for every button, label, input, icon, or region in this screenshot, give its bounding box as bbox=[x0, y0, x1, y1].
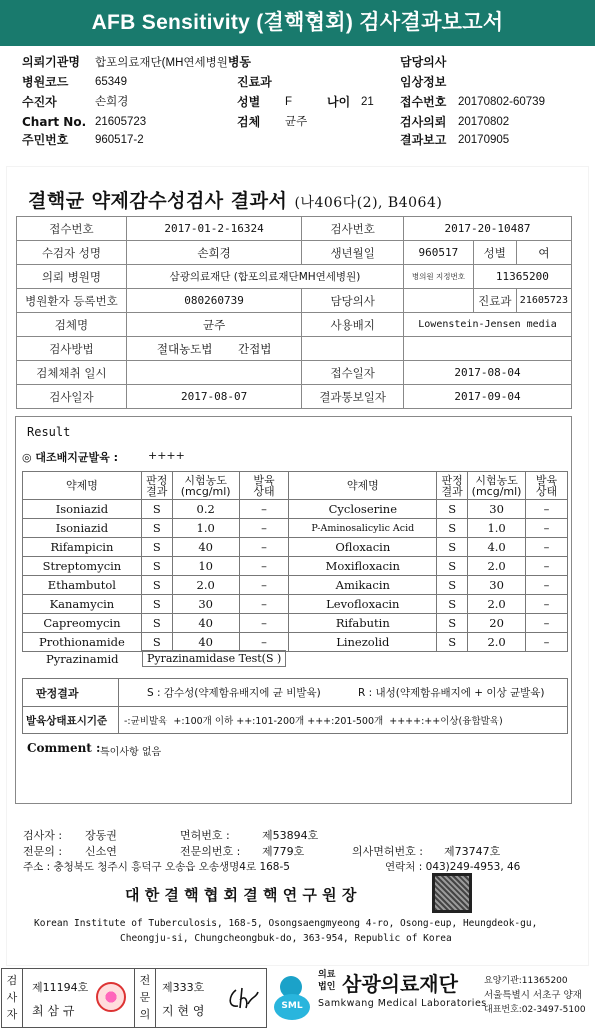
growth: – bbox=[239, 538, 289, 557]
judge: S bbox=[141, 595, 172, 614]
drug-name: Cycloserine bbox=[289, 500, 437, 519]
bottom-banner bbox=[0, 966, 595, 1034]
judge-s: S : 감수성(약제함유배지에 균 비발육) bbox=[147, 687, 321, 699]
drug-name: Capreomycin bbox=[23, 614, 142, 633]
table-row bbox=[23, 538, 568, 557]
growth: – bbox=[526, 633, 568, 652]
judge: S bbox=[141, 538, 172, 557]
drug-name: Isoniazid bbox=[23, 519, 142, 538]
request-date: 20170802 bbox=[458, 116, 510, 128]
org-title: 대 한 결 핵 협 회 결 핵 연 구 원 장 bbox=[125, 886, 357, 904]
conc: 2.0 bbox=[172, 576, 239, 595]
hospital-code-label: 병원코드 bbox=[22, 75, 69, 89]
conc: 40 bbox=[172, 538, 239, 557]
conc: 30 bbox=[468, 576, 526, 595]
growth-std-label: 발육상태표시기준 bbox=[26, 715, 108, 727]
spec-label: 전문의 bbox=[139, 974, 151, 1021]
resident-no: 960517-2 bbox=[95, 134, 144, 146]
report-date: 20170905 bbox=[458, 134, 510, 146]
spec-no: 제779호 bbox=[262, 845, 305, 858]
cell-label: 수검자 성명 bbox=[17, 241, 127, 265]
col-drug: 약제명 bbox=[289, 472, 437, 500]
org-code: 요양기관:11365200 bbox=[484, 976, 568, 986]
cell-value: 삼광의료재단 (합포의료재단MH연세병원) bbox=[126, 265, 403, 289]
license-no: 제53894호 bbox=[262, 829, 319, 842]
pza-drug: Pyrazinamid bbox=[46, 652, 119, 666]
tester-no: 제11194호 bbox=[32, 981, 89, 994]
patient-label: 수진자 bbox=[22, 95, 57, 109]
conc: 40 bbox=[172, 614, 239, 633]
judge: S bbox=[141, 576, 172, 595]
cell-label: 사용배지 bbox=[302, 313, 404, 337]
drug-name: Linezolid bbox=[289, 633, 437, 652]
drug-result-table bbox=[22, 471, 568, 652]
conc: 30 bbox=[468, 500, 526, 519]
drug-name: Streptomycin bbox=[23, 557, 142, 576]
patient-name: 손희경 bbox=[95, 96, 129, 108]
cell-label: 진료과 bbox=[473, 289, 516, 313]
report-label: 결과보고 bbox=[400, 133, 447, 147]
sex-value: F bbox=[285, 96, 293, 108]
growth: – bbox=[526, 557, 568, 576]
judge: S bbox=[141, 633, 172, 652]
growth: – bbox=[239, 576, 289, 595]
conc: 40 bbox=[172, 633, 239, 652]
cell-value: 여 bbox=[516, 241, 571, 265]
comment-label: Comment : bbox=[27, 741, 101, 755]
age-value: 21 bbox=[361, 96, 374, 108]
judge: S bbox=[437, 519, 468, 538]
growth: – bbox=[239, 614, 289, 633]
report-title: 결핵균 약제감수성검사 결과서 (나406다(2), B4064) bbox=[28, 190, 443, 212]
conc: 2.0 bbox=[468, 633, 526, 652]
conc: 10 bbox=[172, 557, 239, 576]
cell-value: 2017-08-04 bbox=[404, 361, 572, 385]
drug-name: Isoniazid bbox=[23, 500, 142, 519]
drug-name: Rifabutin bbox=[289, 614, 437, 633]
org-address: 서울특별시 서초구 양재 bbox=[484, 990, 582, 1001]
col-drug: 약제명 bbox=[23, 472, 142, 500]
chart-label: Chart No. bbox=[22, 115, 87, 129]
cell-value bbox=[126, 361, 301, 385]
cell-value: 2017-08-07 bbox=[126, 385, 301, 409]
growth: – bbox=[239, 519, 289, 538]
spec-no-label: 전문의번호 : bbox=[180, 845, 241, 858]
conc: 20 bbox=[468, 614, 526, 633]
resident-label: 주민번호 bbox=[22, 133, 69, 147]
cell-value: 960517 bbox=[404, 241, 474, 265]
cell-value: 21605723 bbox=[516, 289, 571, 313]
doctor-label: 담당의사 bbox=[400, 55, 447, 69]
conc: 1.0 bbox=[172, 519, 239, 538]
cell-value: 11365200 bbox=[473, 265, 571, 289]
request-label: 검사의뢰 bbox=[400, 115, 447, 129]
col-judge: 판정 결과 bbox=[437, 472, 468, 500]
comment-text: 특이사항 없음 bbox=[100, 747, 162, 758]
cell-value: 균주 bbox=[126, 313, 301, 337]
cell-value: 절대농도법 간접법 bbox=[126, 337, 301, 361]
drug-name: Ethambutol bbox=[23, 576, 142, 595]
drug-name: Kanamycin bbox=[23, 595, 142, 614]
judge: S bbox=[437, 500, 468, 519]
growth: – bbox=[526, 538, 568, 557]
cell-value: 2017-09-04 bbox=[404, 385, 572, 409]
receipt-no: 20170802-60739 bbox=[458, 96, 545, 108]
specialist-label: 전문의 : bbox=[23, 845, 63, 858]
address: 주소 : 충청북도 청주시 흥덕구 오송읍 오송생명4로 168-5 bbox=[23, 861, 290, 873]
org-small-1: 의료 bbox=[318, 970, 336, 980]
growth: – bbox=[239, 633, 289, 652]
org-rep: 대표번호:02-3497-5100 bbox=[484, 1005, 586, 1015]
license-label: 면허번호 : bbox=[180, 829, 230, 842]
org-name: 삼광의료재단 bbox=[342, 972, 458, 996]
cell-label: 접수번호 bbox=[17, 217, 127, 241]
cell-value: Lowenstein-Jensen media bbox=[404, 313, 572, 337]
table-row bbox=[23, 557, 568, 576]
cell-label: 검사번호 bbox=[302, 217, 404, 241]
judge: S bbox=[437, 614, 468, 633]
table-row bbox=[23, 633, 568, 652]
doc-lic-label: 의사면허번호 : bbox=[352, 845, 423, 858]
tester-label: 검사자 bbox=[6, 974, 18, 1021]
growth: – bbox=[239, 557, 289, 576]
table-row bbox=[23, 519, 568, 538]
drug-name: Levofloxacin bbox=[289, 595, 437, 614]
examiner-label: 검사자 : bbox=[23, 829, 63, 842]
spec-name: 지 현 영 bbox=[162, 1004, 205, 1018]
clinic-info-label: 임상정보 bbox=[400, 75, 447, 89]
cell-label: 병원환자 등록번호 bbox=[17, 289, 127, 313]
col-conc: 시험농도 (mcg/ml) bbox=[468, 472, 526, 500]
result-title: Result bbox=[27, 425, 71, 439]
divider bbox=[22, 706, 568, 707]
org-en: Samkwang Medical Laboratories bbox=[318, 998, 487, 1009]
chart-no: 21605723 bbox=[95, 116, 147, 128]
growth: – bbox=[526, 576, 568, 595]
pza-test: Pyrazinamidase Test(S ) bbox=[142, 650, 286, 667]
cell-label: 생년월일 bbox=[302, 241, 404, 265]
judge: S bbox=[437, 633, 468, 652]
drug-name: Rifampicin bbox=[23, 538, 142, 557]
col-growth: 발육 상태 bbox=[239, 472, 289, 500]
drug-name: P-Aminosalicylic Acid bbox=[289, 519, 437, 538]
specimen-label: 검체 bbox=[237, 115, 261, 129]
table-row bbox=[23, 500, 568, 519]
specialist-name: 신소연 bbox=[85, 845, 117, 858]
age-label: 나이 bbox=[327, 95, 351, 109]
seal-icon bbox=[96, 982, 126, 1012]
growth-value: ++++ bbox=[148, 449, 185, 462]
cell-label: 검사방법 bbox=[17, 337, 127, 361]
official-seal bbox=[432, 873, 472, 913]
sex-label: 성별 bbox=[237, 95, 261, 109]
report-header: AFB Sensitivity (결핵협회) 검사결과보고서 bbox=[0, 0, 595, 46]
cell-value: 2017-01-2-16324 bbox=[126, 217, 301, 241]
cell-label: 담당의사 bbox=[302, 289, 404, 313]
cell-label: 성별 bbox=[473, 241, 516, 265]
col-conc: 시험농도 (mcg/ml) bbox=[172, 472, 239, 500]
conc: 1.0 bbox=[468, 519, 526, 538]
judge: S bbox=[437, 538, 468, 557]
cell-label: 병의원 지정번호 bbox=[404, 265, 474, 289]
divider bbox=[118, 678, 119, 734]
dept-label: 진료과 bbox=[237, 75, 272, 89]
drug-name: Ofloxacin bbox=[289, 538, 437, 557]
org-small-2: 법인 bbox=[318, 982, 336, 992]
table-row bbox=[23, 595, 568, 614]
growth: – bbox=[526, 519, 568, 538]
judge: S bbox=[141, 500, 172, 519]
org-label: 의뢰기관명 bbox=[22, 55, 80, 69]
cell-label: 결과통보일자 bbox=[302, 385, 404, 409]
tester-name: 최 삼 규 bbox=[32, 1004, 75, 1018]
judge: S bbox=[437, 576, 468, 595]
signature-icon bbox=[226, 986, 260, 1012]
growth: – bbox=[239, 500, 289, 519]
hospital-code: 65349 bbox=[95, 76, 127, 88]
english-address-2: Cheongju-si, Chungcheongbuk-do, 363-954, Republic of Korea bbox=[120, 933, 452, 944]
conc: 4.0 bbox=[468, 538, 526, 557]
col-growth: 발육 상태 bbox=[526, 472, 568, 500]
specimen-value: 균주 bbox=[285, 116, 308, 128]
sml-logo-icon: SML bbox=[272, 972, 312, 1024]
org-value: 합포의료재단(MH연세병원병동 bbox=[95, 55, 251, 69]
growth-std: -:균비발육 +:100개 이하 ++:101-200개 +++:201-500개 ++++:++이상(융합발육) bbox=[124, 716, 503, 727]
conc: 0.2 bbox=[172, 500, 239, 519]
cell-value: 손희경 bbox=[126, 241, 301, 265]
report-info-table bbox=[16, 216, 572, 409]
growth: – bbox=[239, 595, 289, 614]
table-row bbox=[23, 614, 568, 633]
cell-value bbox=[404, 289, 474, 313]
growth: – bbox=[526, 595, 568, 614]
examiner-name: 장동권 bbox=[85, 829, 117, 842]
judge: S bbox=[141, 614, 172, 633]
doc-lic: 제73747호 bbox=[444, 845, 501, 858]
growth: – bbox=[526, 500, 568, 519]
judge: S bbox=[437, 595, 468, 614]
drug-name: Prothionamide bbox=[23, 633, 142, 652]
table-row bbox=[23, 576, 568, 595]
cell-label: 접수일자 bbox=[302, 361, 404, 385]
cell-label: 검체채취 일시 bbox=[17, 361, 127, 385]
cell-value: 2017-20-10487 bbox=[404, 217, 572, 241]
judge-r: R : 내성(약제함유배지에 + 이상 균발육) bbox=[358, 687, 545, 699]
cell-value: 080260739 bbox=[126, 289, 301, 313]
judge-label: 판정결과 bbox=[36, 687, 79, 700]
english-address-1: Korean Institute of Tuberculosis, 168-5, Osongsaengmyeong 4-ro, Osong-eup, Heungdeok-gu, bbox=[34, 918, 538, 929]
drug-name: Moxifloxacin bbox=[289, 557, 437, 576]
conc: 2.0 bbox=[468, 557, 526, 576]
growth: – bbox=[526, 614, 568, 633]
receipt-no-label: 접수번호 bbox=[400, 95, 447, 109]
cell-label: 의뢰 병원명 bbox=[17, 265, 127, 289]
growth-label: ◎ 대조배지균발육 : bbox=[22, 451, 119, 464]
cell-label: 검체명 bbox=[17, 313, 127, 337]
col-judge: 판정 결과 bbox=[141, 472, 172, 500]
conc: 30 bbox=[172, 595, 239, 614]
drug-name: Amikacin bbox=[289, 576, 437, 595]
cell-label: 검사일자 bbox=[17, 385, 127, 409]
judge: S bbox=[141, 519, 172, 538]
judge: S bbox=[141, 557, 172, 576]
judge: S bbox=[437, 557, 468, 576]
conc: 2.0 bbox=[468, 595, 526, 614]
phone: 연락처 : 043)249-4953, 46 bbox=[385, 861, 521, 873]
spec-no: 제333호 bbox=[162, 981, 205, 994]
